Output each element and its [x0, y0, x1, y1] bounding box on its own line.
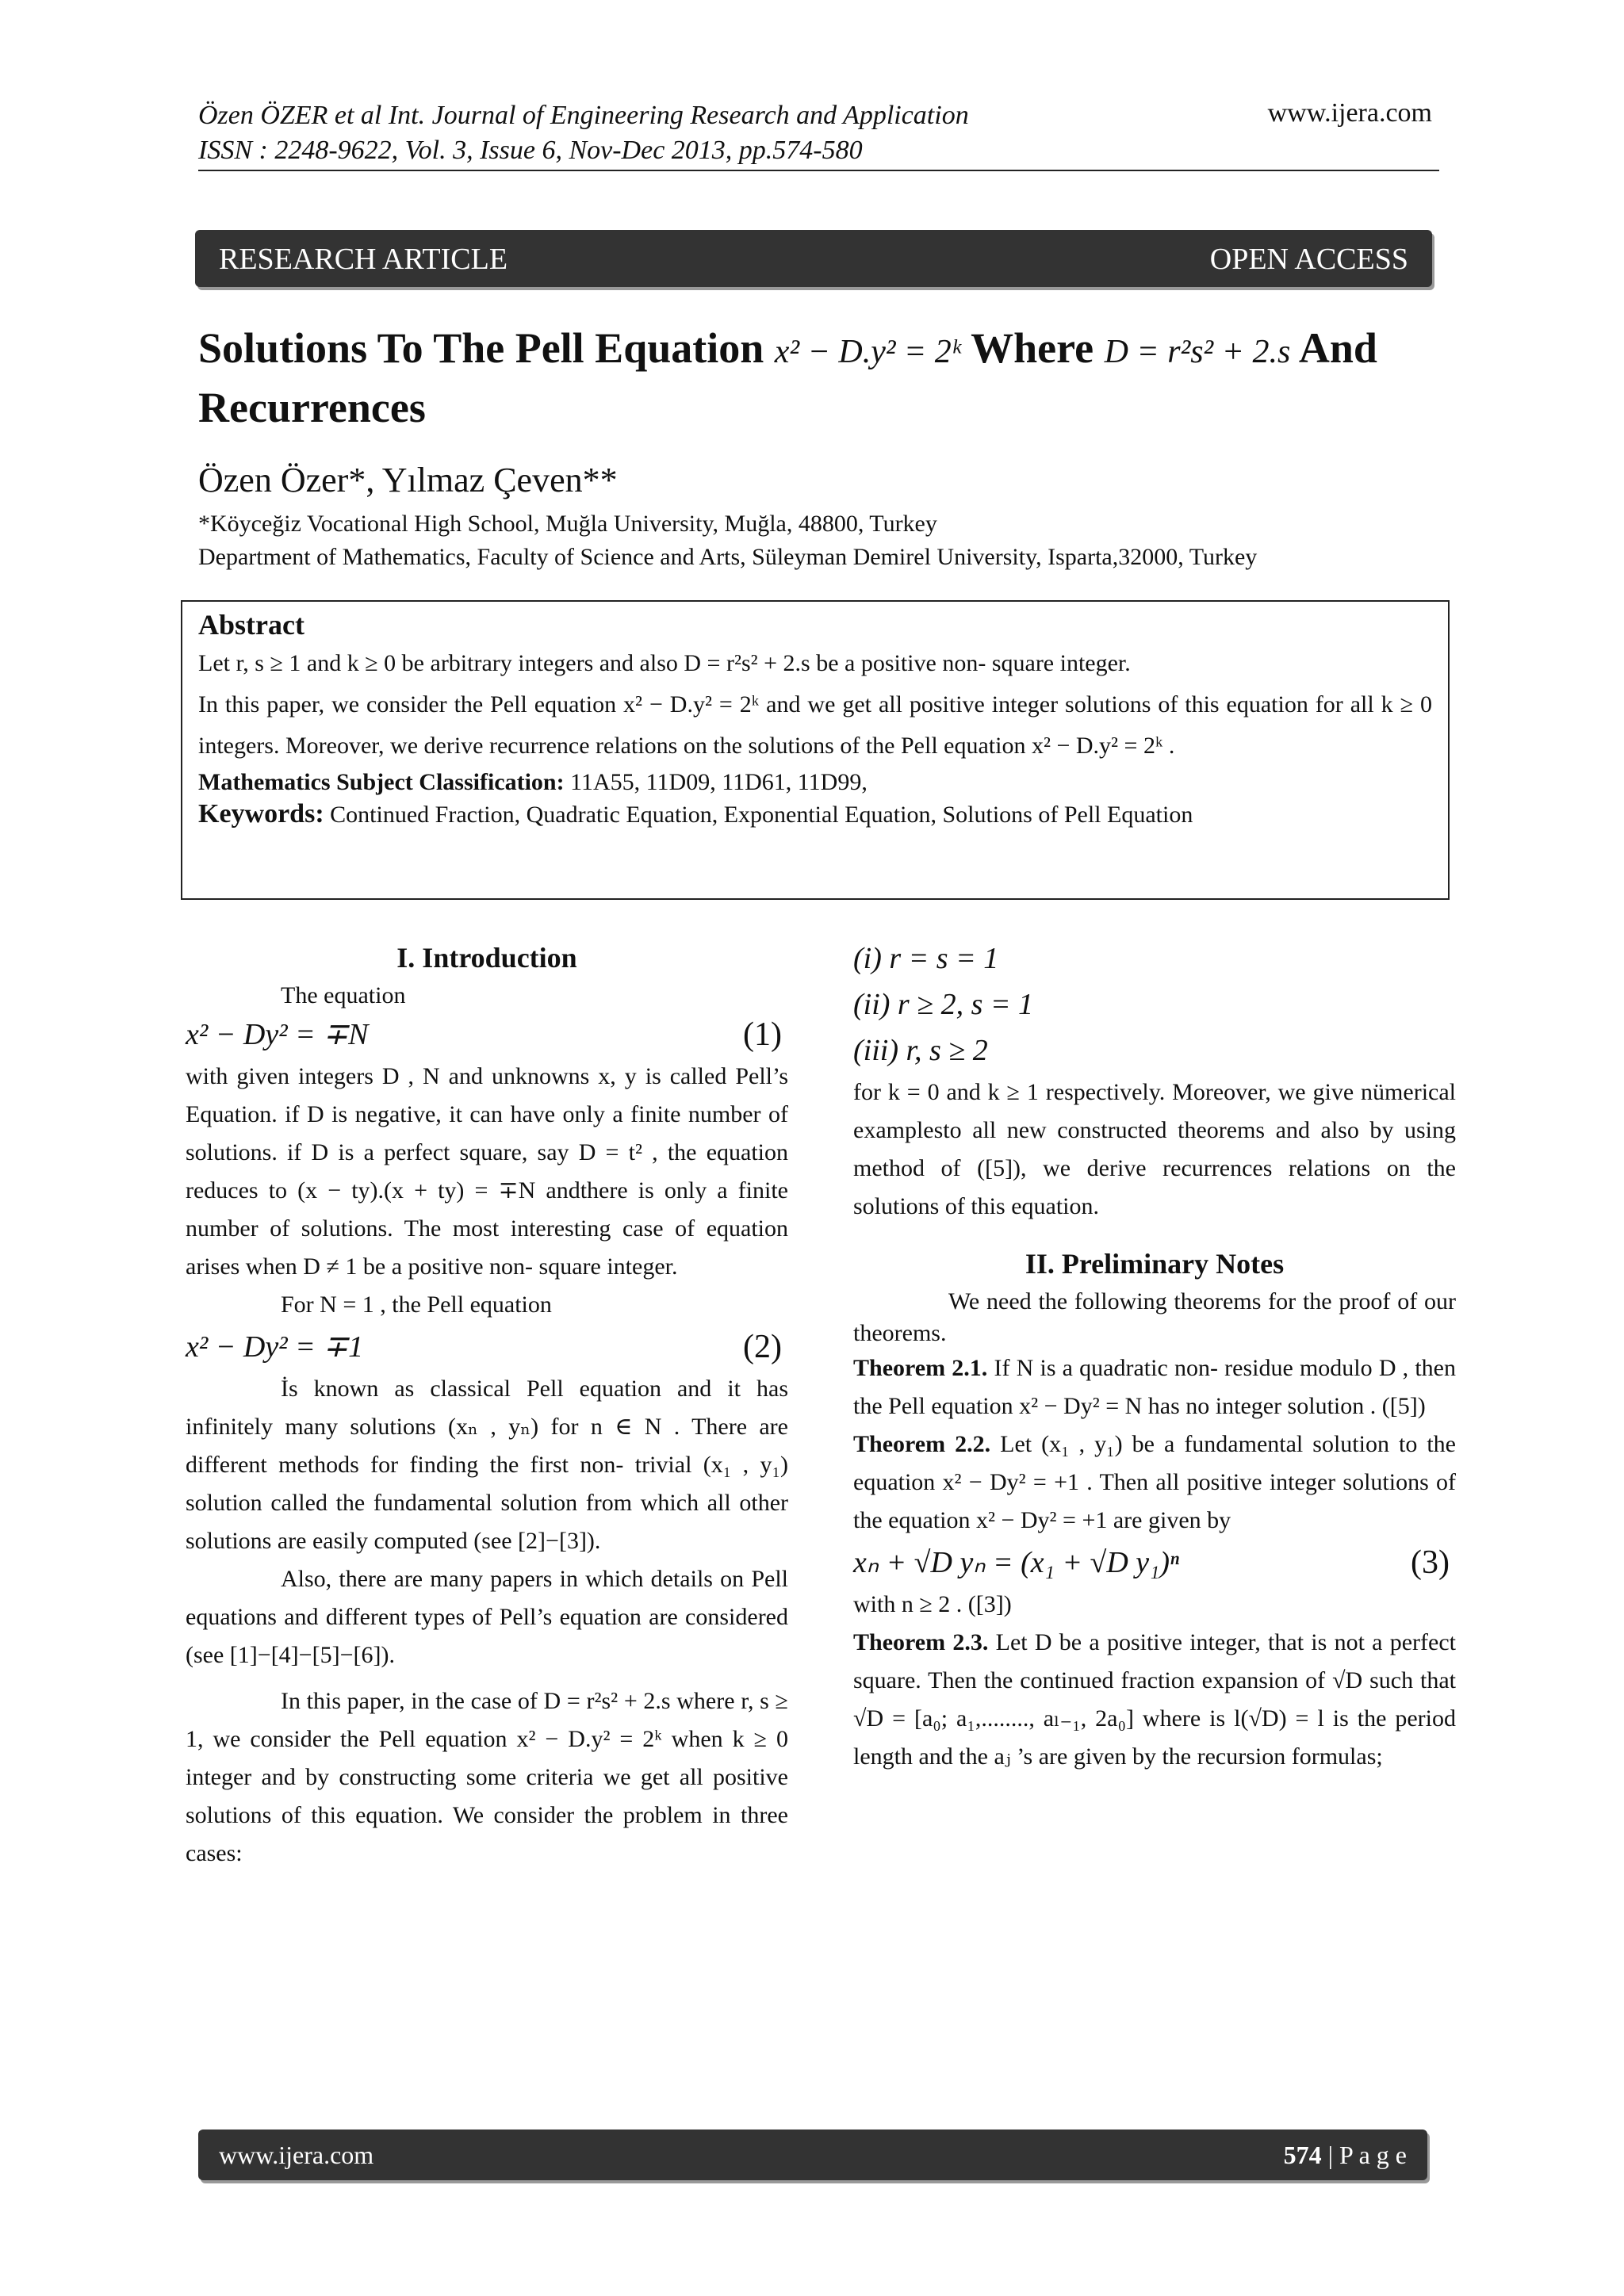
intro-paragraph-3: Also, there are many papers in which details on Pell equations and different types of Pell’s equation are considered (see [1]−[4]−[5]−[6]).: [186, 1566, 788, 1668]
cases-paragraph: for k = 0 and k ≥ 1 respectively. Moreover, we give nümerical examplesto all new constructed theorems and also by using method of ([5]), we derive recurrences relations on the solutions of this equation.: [853, 1079, 1456, 1219]
preliminary-paragraph: We need the following theorems for the proof of our theorems.: [853, 1288, 1456, 1346]
equation-3-condition: with n ≥ 2 . ([3]): [853, 1591, 1012, 1617]
theorem-2-1: [853, 1349, 1456, 1425]
msc-label: Mathematics Subject Classification:: [198, 769, 565, 795]
page-label: | P a g e: [1327, 2141, 1407, 2169]
page-footer: [198, 2130, 1427, 2180]
section-introduction-heading: I. Introduction: [396, 942, 577, 974]
abstract-paragraph-1: Let r, s ≥ 1 and k ≥ 0 be arbitrary integers and also D = r²s² + 2.s be a positive non- square integer.: [198, 650, 1131, 676]
equation-1-number: (1): [743, 1016, 782, 1053]
section-preliminary-heading: II. Preliminary Notes: [1025, 1248, 1285, 1280]
banner-research-article: RESEARCH ARTICLE: [219, 243, 508, 276]
header-website[interactable]: www.ijera.com: [1267, 98, 1432, 128]
journal-line-1: Özen ÖZER et al Int. Journal of Engineering Research and Application: [198, 101, 969, 130]
msc-line: [198, 767, 1432, 798]
header-divider: [198, 170, 1439, 171]
case-1: (i) r = s = 1: [853, 942, 999, 975]
footer-website[interactable]: www.ijera.com: [219, 2141, 374, 2169]
equation-3: [853, 1540, 1456, 1586]
title-part-2: Where: [971, 324, 1094, 372]
equation-2-body: x² − Dy² = ∓1: [186, 1330, 364, 1364]
footer-page-info: [1284, 2141, 1407, 2170]
equation-1-body: x² − Dy² = ∓N: [186, 1018, 369, 1051]
abstract-box: [181, 600, 1450, 900]
equation-2: [186, 1324, 788, 1370]
right-column: [853, 936, 1456, 1776]
journal-header: [198, 98, 969, 168]
theorem-2-1-text: If N is a quadratic non- residue modulo D , then the Pell equation x² − Dy² = N has no integer solution . ([5]): [853, 1355, 1457, 1419]
affiliation-1: *Köyceğiz Vocational High School, Muğla University, Muğla, 48800, Turkey: [198, 511, 937, 537]
left-column: [186, 936, 788, 1873]
keywords-text: Continued Fraction, Quadratic Equation, Exponential Equation, Solutions of Pell Equation: [330, 802, 1193, 828]
case-3: (iii) r, s ≥ 2: [853, 1034, 988, 1067]
equation-3-number: (3): [1411, 1544, 1450, 1581]
title-equation-1: x² − D.y² = 2ᵏ: [774, 334, 961, 370]
intro-for-n: For N = 1 , the Pell equation: [281, 1292, 552, 1318]
theorem-2-2: [853, 1425, 1456, 1540]
author-list: Özen Özer*, Yılmaz Çeven**: [198, 461, 618, 499]
intro-paragraph-1: with given integers D , N and unknowns x, y is called Pell’s Equation. if D is negative, it can have only a finite number of solutions. if D is a perfect square, say D = t² , the equation reduces to (x − ty).(x + ty) = ∓N andthere is only a finite number of solutions. The most interesting case of equation arises when D ≠ 1 be a positive non- square integer.: [186, 1063, 788, 1280]
equation-2-number: (2): [743, 1329, 782, 1365]
intro-lead: The equation: [281, 982, 406, 1008]
paper-title: [198, 320, 1435, 435]
theorem-2-2-text: Let (x₁ , y₁) be a fundamental solution to the equation x² − Dy² = +1 . Then all positive integer solutions of the equation x² − Dy² = +1 are given by: [853, 1431, 1456, 1533]
banner-open-access: OPEN ACCESS: [1209, 243, 1408, 276]
keywords-label: Keywords:: [198, 799, 324, 828]
title-part-3: And Recurrences: [198, 324, 1377, 431]
case-2: (ii) r ≥ 2, s = 1: [853, 988, 1033, 1021]
msc-codes: 11A55, 11D09, 11D61, 11D99,: [570, 769, 868, 795]
intro-paragraph-4: In this paper, in the case of D = r²s² + 2.s where r, s ≥ 1, we consider the Pell equation x² − D.y² = 2ᵏ when k ≥ 0 integer and by constructing some criteria we get all positive solutions of this equation. We consider the problem in three cases:: [186, 1688, 788, 1866]
journal-line-2: ISSN : 2248-9622, Vol. 3, Issue 6, Nov-Dec 2013, pp.574-580: [198, 136, 863, 165]
intro-paragraph-2: İs known as classical Pell equation and it has infinitely many solutions (xₙ , yₙ) for n ∈ N . There are different methods for finding the first non- trivial (x₁ , y₁) solution called the fundamental solution from which all other solutions are easily computed (see [2]−[3]).: [186, 1376, 788, 1554]
equation-3-body: xₙ + √D yₙ = (x₁ + √D y₁)ⁿ: [853, 1546, 1179, 1579]
theorem-2-1-label: Theorem 2.1.: [853, 1355, 988, 1381]
affiliations: [198, 507, 1257, 574]
keywords-line: [198, 798, 1432, 831]
affiliation-2: Department of Mathematics, Faculty of Science and Arts, Süleyman Demirel University, Isparta,32000, Turkey: [198, 544, 1258, 570]
theorem-2-3: [853, 1624, 1456, 1776]
theorem-2-3-text: Let D be a positive integer, that is not a perfect square. Then the continued fraction expansion of √D such that √D = [a₀; a₁,........, aₗ₋₁, 2a₀] where is l(√D) = l is the period length and the aⱼ ’s are given by the recursion formulas;: [853, 1629, 1457, 1770]
abstract-heading: Abstract: [198, 609, 304, 641]
theorem-2-3-label: Theorem 2.3.: [853, 1629, 989, 1655]
title-part-1: Solutions To The Pell Equation: [198, 324, 764, 372]
article-banner: [195, 230, 1432, 287]
theorem-2-2-label: Theorem 2.2.: [853, 1431, 991, 1457]
equation-1: [186, 1012, 788, 1058]
title-equation-2: D = r²s² + 2.s: [1104, 334, 1291, 370]
abstract-paragraph-2: In this paper, we consider the Pell equation x² − D.y² = 2ᵏ and we get all positive integer solutions of this equation for all k ≥ 0 integers. Moreover, we derive recurrence relations on the solutions of the Pell equation x² − D.y² = 2ᵏ .: [198, 691, 1432, 759]
page-number: 574: [1283, 2141, 1322, 2169]
